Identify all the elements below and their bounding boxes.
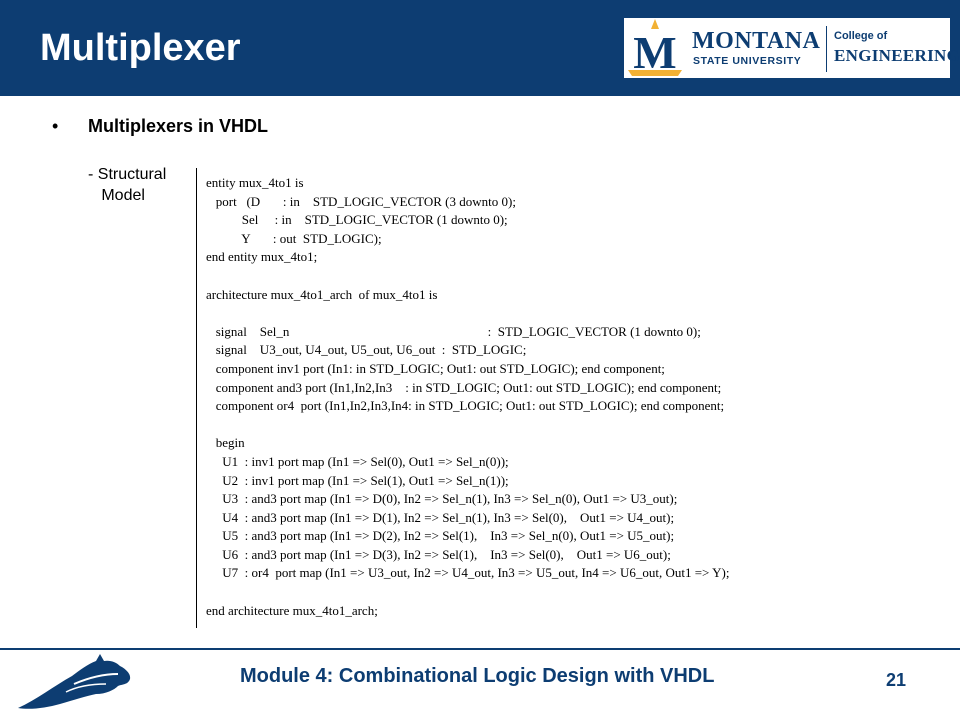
code-bracket-line — [196, 168, 197, 628]
bullet-marker: • — [52, 116, 59, 136]
logo-divider — [826, 26, 827, 72]
footer-divider — [0, 648, 960, 650]
sub-bullet-label: - Structural Model — [88, 166, 167, 204]
svg-text:M: M — [633, 27, 677, 78]
page-number: 21 — [886, 670, 907, 690]
bobcat-icon — [14, 652, 134, 712]
msu-engineering-logo — [624, 18, 960, 78]
slide-header — [0, 0, 960, 96]
bullet-heading: Multiplexers in VHDL — [88, 116, 269, 136]
logo-university-subtitle: STATE UNIVERSITY — [693, 55, 802, 67]
vhdl-code-block: entity mux_4to1 is port (D : in STD_LOGIC_VECTOR (3 downto 0); Sel : in STD_LOGIC_VECTOR (1 downto 0); Y : out STD_LOGIC); end entity mux_4to1; architecture mux_4to1_arch of mux_4to1 is signal Sel_n : STD_LOGIC_VECTOR (1 downto 0); signal U3_out, U4_out, U5_out, U6_out : STD_LOGIC; component inv1 port (In1: in STD_LOGIC; Out1: out STD_LOGIC); end component; component and3 port (In1,In2,In3 : in STD_LOGIC; Out1: out STD_LOGIC); end component; component or4 port (In1,In2,In3,In4: in STD_LOGIC; Out1: out STD_LOGIC); end component; begin U1 : inv1 port map (In1 => Sel(0), Out1 => Sel_n(0)); U2 : inv1 port map (In1 => Sel(1), Out1 => Sel_n(1)); U3 : and3 port map (In1 => D(0), In2 => Sel_n(1), In3 => Sel_n(0), Out1 => U3_out); U4 : and3 port map (In1 => D(1), In2 => Sel_n(1), In3 => Sel(0), Out1 => U4_out); U5 : and3 port map (In1 => D(2), In2 => Sel(1), In3 => Sel_n(0), Out1 => U5_out); U6 : and3 port map (In1 => D(3), In2 => Sel(1), In3 => Sel(0), Out1 => U6_out); U7 : or4 port map (In1 => U3_out, In2 => U4_out, In3 => U5_out, In4 => U6_out, Out1 => Y); end architecture mux_4to1_arch; — [206, 175, 730, 618]
footer-module-title: Module 4: Combinational Logic Design with VHDL — [240, 665, 715, 687]
logo-university-name: MONTANA — [692, 28, 821, 54]
logo-college-name: ENGINEERING — [834, 46, 960, 65]
logo-college-of: College of — [834, 30, 888, 42]
msu-m-icon — [624, 18, 686, 78]
slide-title: Multiplexer — [40, 27, 241, 69]
